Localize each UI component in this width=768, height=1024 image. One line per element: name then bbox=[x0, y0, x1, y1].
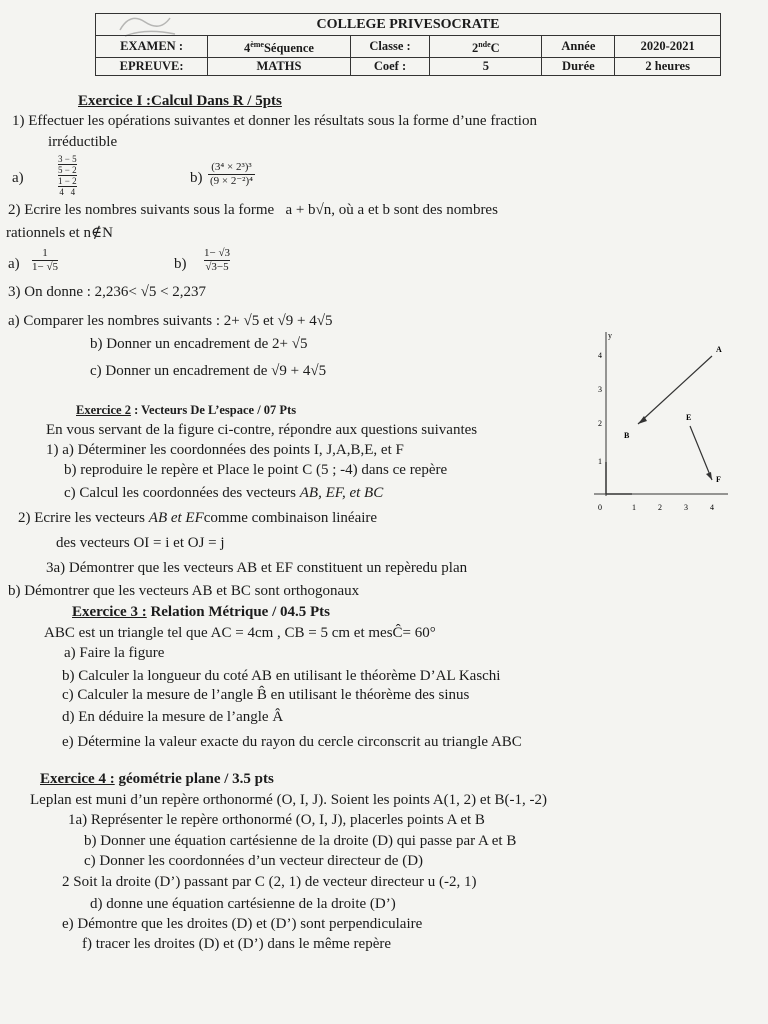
sequence-cell: 4èmeSéquence bbox=[208, 36, 351, 58]
fig-ytick-2: 2 bbox=[598, 419, 602, 428]
ex1-q1-b-label: b) bbox=[190, 170, 203, 186]
school-name: COLLEGE PRIVESOCRATE bbox=[96, 14, 721, 36]
fig-ytick-3: 3 bbox=[598, 385, 602, 394]
ex1-q3-c: c) Donner un encadrement de √9 + 4√5 bbox=[90, 363, 327, 379]
fig-xtick-3: 3 bbox=[684, 503, 688, 512]
epreuve-value: MATHS bbox=[208, 58, 351, 76]
fig-point-a-label: A bbox=[716, 345, 722, 354]
duree-label: Durée bbox=[542, 58, 615, 76]
exam-header-table bbox=[95, 13, 721, 76]
ex2-q2-cont: des vecteurs OI = i et OJ = j bbox=[56, 535, 225, 551]
ex1-q2-a-label: a) bbox=[8, 256, 20, 272]
fig-xtick-0: 0 bbox=[598, 503, 602, 512]
ex4-q2e: e) Démontre que les droites (D) et (D’) sont perpendiculaire bbox=[62, 916, 423, 932]
annee-label: Année bbox=[542, 36, 615, 58]
ex1-q2-a-fraction: 1 1− √5 bbox=[32, 247, 58, 273]
fig-point-f-label: F bbox=[716, 475, 721, 484]
ex1-q3-b: b) Donner un encadrement de 2+ √5 bbox=[90, 336, 308, 352]
ex4-intro: Leplan est muni d’un repère orthonormé (O, I, J). Soient les points A(1, 2) et B(-1, -2) bbox=[30, 792, 547, 808]
ex1-q2-text: 2) Ecrire les nombres suivants sous la forme a + b√n, où a et b sont des nombres bbox=[8, 202, 498, 218]
ex2-q1b: b) reproduire le repère et Place le point C (5 ; -4) dans ce repère bbox=[64, 462, 448, 478]
ex4-q2f: f) tracer les droites (D) et (D’) dans le même repère bbox=[82, 936, 392, 952]
fig-y-label: y bbox=[608, 331, 612, 340]
ex2-q1c: c) Calcul les coordonnées des vecteurs AB, EF, et BC bbox=[64, 485, 384, 501]
ex4-q1b: b) Donner une équation cartésienne de la droite (D) qui passe par A et B bbox=[84, 833, 517, 849]
ex3-c: c) Calculer la mesure de l’angle B̂ en utilisant le théorème des sinus bbox=[62, 687, 470, 703]
exercise-2-title: Exercice 2 : Vecteurs De L’espace / 07 Pts bbox=[76, 403, 297, 417]
ex4-q2d: d) donne une équation cartésienne de la droite (D’) bbox=[90, 896, 396, 912]
ex1-q1-b-fraction: (3⁴ × 2³)³ (9 × 2⁻²)⁴ bbox=[210, 161, 253, 187]
annee-value: 2020-2021 bbox=[615, 36, 721, 58]
ex2-q3a: 3a) Démontrer que les vecteurs AB et EF constituent un repèredu plan bbox=[46, 560, 468, 576]
exercise-4-title: Exercice 4 : géométrie plane / 3.5 pts bbox=[40, 771, 274, 787]
vector-figure bbox=[592, 328, 732, 518]
ex1-q3-text: 3) On donne : 2,236< √5 < 2,237 bbox=[8, 284, 207, 300]
ex3-e: e) Détermine la valeur exacte du rayon du cercle circonscrit au triangle ABC bbox=[62, 734, 522, 750]
ex1-q3-a: a) Comparer les nombres suivants : 2+ √5 et √9 + 4√5 bbox=[8, 313, 333, 329]
ex3-intro: ABC est un triangle tel que AC = 4cm , CB = 5 cm et mesĈ= 60° bbox=[44, 625, 436, 641]
duree-value: 2 heures bbox=[615, 58, 721, 76]
classe-value: 2ndeC bbox=[430, 36, 542, 58]
fig-ytick-4: 4 bbox=[598, 351, 602, 360]
ex2-q1a: 1) a) Déterminer les coordonnées des points I, J,A,B,E, et F bbox=[46, 442, 404, 458]
ex1-q1-text-cont: irréductible bbox=[48, 134, 118, 150]
ex3-a: a) Faire la figure bbox=[64, 645, 165, 661]
fig-point-b-label: B bbox=[624, 431, 630, 440]
ex2-q2: 2) Ecrire les vecteurs AB et EFcomme combinaison linéaire bbox=[18, 510, 378, 526]
ex4-q1c: c) Donner les coordonnées d’un vecteur directeur de (D) bbox=[84, 853, 424, 869]
coef-value: 5 bbox=[430, 58, 542, 76]
fig-ytick-1: 1 bbox=[598, 457, 602, 466]
ex1-q2-b-label: b) bbox=[174, 256, 187, 272]
epreuve-label: EPREUVE: bbox=[96, 58, 208, 76]
ex1-q1-a-fraction: 3 − 5 5 − 2 1 − 2 4 4 bbox=[58, 154, 77, 197]
fig-vector-ab bbox=[638, 356, 712, 424]
coef-label: Coef : bbox=[350, 58, 429, 76]
exercise-1-title: Exercice I :Calcul Dans R / 5pts bbox=[78, 93, 282, 109]
ex1-q1-a-label: a) bbox=[12, 170, 24, 186]
ex3-d: d) En déduire la mesure de l’angle Â bbox=[62, 709, 284, 725]
ex4-q1a: 1a) Représenter le repère orthonormé (O, I, J), placerles points A et B bbox=[68, 812, 485, 828]
fig-xtick-4: 4 bbox=[710, 503, 714, 512]
fig-xtick-1: 1 bbox=[632, 503, 636, 512]
ex1-q2-b-fraction: 1− √3 √3−5 bbox=[204, 247, 230, 273]
examen-label: EXAMEN : bbox=[96, 36, 208, 58]
exercise-3-title: Exercice 3 : Relation Métrique / 04.5 Pts bbox=[72, 604, 330, 620]
ex2-q3b: b) Démontrer que les vecteurs AB et BC sont orthogonaux bbox=[8, 583, 360, 599]
fig-vector-ef-head bbox=[706, 472, 712, 480]
ex1-q2-text-cont: rationnels et n∉N bbox=[6, 225, 113, 241]
classe-label: Classe : bbox=[350, 36, 429, 58]
ex4-q2: 2 Soit la droite (D’) passant par C (2, 1) de vecteur directeur u (-2, 1) bbox=[62, 874, 477, 890]
fig-point-e-label: E bbox=[686, 413, 692, 422]
ex2-intro: En vous servant de la figure ci-contre, répondre aux questions suivantes bbox=[46, 422, 478, 438]
ex3-b: b) Calculer la longueur du coté AB en utilisant le théorème D’AL Kaschi bbox=[62, 668, 501, 684]
ex1-q1-text: 1) Effectuer les opérations suivantes et donner les résultats sous la forme d’une fraction bbox=[12, 113, 537, 129]
fig-xtick-2: 2 bbox=[658, 503, 662, 512]
fig-vector-ef bbox=[690, 426, 712, 480]
